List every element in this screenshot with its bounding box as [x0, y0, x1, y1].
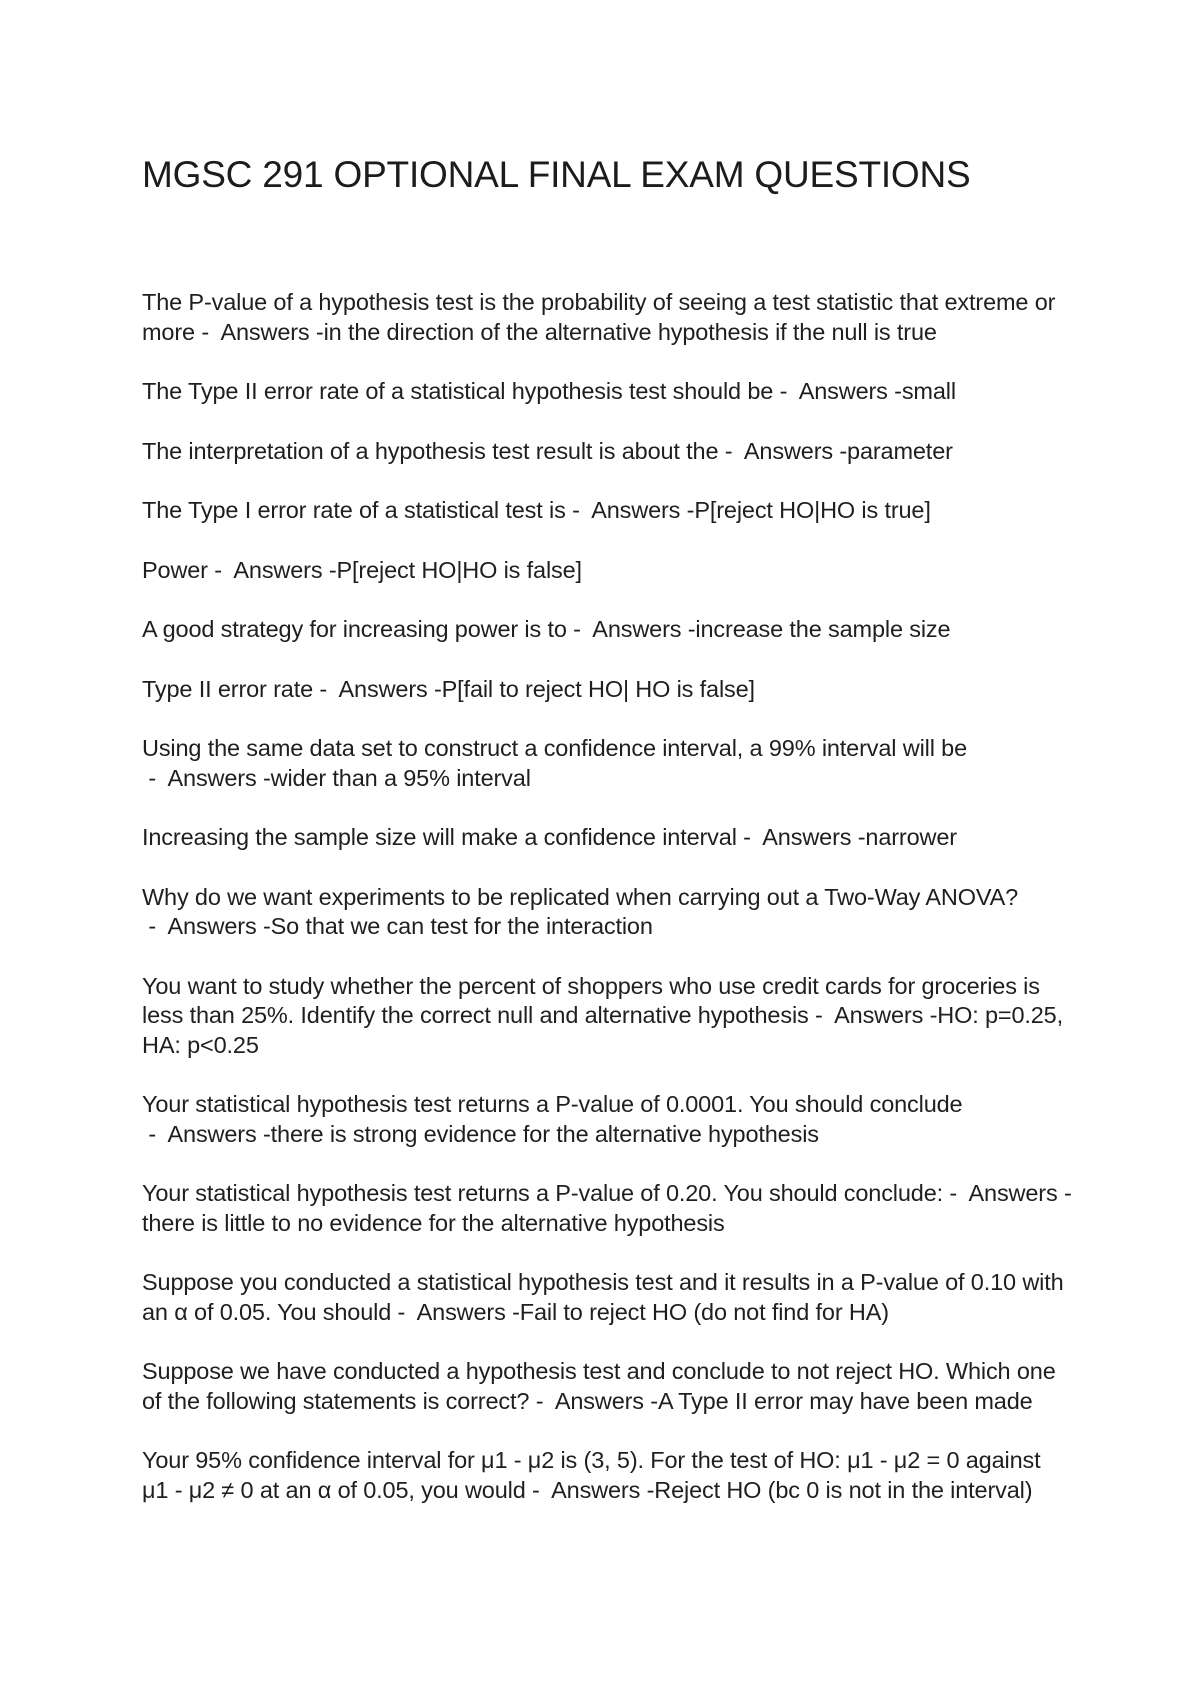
question-item: [142, 1357, 1072, 1416]
question-text: Suppose you conducted a statistical hypothesis test and it results in a P-value of 0.10 with an α of 0.05. You should: [142, 1269, 1064, 1325]
question-text: Using the same data set to construct a confidence interval, a 99% interval will be: [142, 735, 968, 761]
question-text: You want to study whether the percent of shoppers who use credit cards for groceries is less than 25%. Identify the correct null and alternative hypothesis: [142, 972, 1040, 1028]
question-text: The Type II error rate of a statistical hypothesis test should be: [142, 378, 774, 404]
answer-text: in the direction of the alternative hypothesis if the null is true: [323, 318, 937, 345]
answer-text: P[fail to reject HO| HO is false]: [441, 675, 755, 702]
question-item: [142, 823, 1072, 853]
answer-text: parameter: [847, 437, 953, 464]
question-list: [142, 288, 1072, 1535]
answer-separator: - Answers -: [313, 675, 442, 702]
question-item: [142, 1446, 1072, 1505]
answer-separator: - Answers -: [142, 764, 271, 791]
question-item: [142, 972, 1072, 1061]
question-item: [142, 734, 1072, 793]
answer-separator: - Answers -: [142, 913, 271, 939]
answer-separator: - Answers -: [566, 616, 696, 642]
answer-separator: - Answers -: [736, 824, 866, 850]
question-item: [142, 496, 1072, 526]
answer-separator: - Answers -: [525, 1476, 655, 1503]
answer-separator: - Answers -: [773, 378, 902, 404]
question-text: The Type I error rate of a statistical test is: [142, 497, 566, 523]
question-text: Increasing the sample size will make a confidence interval: [142, 824, 737, 850]
answer-separator: - Answers -: [391, 1298, 520, 1325]
answer-text: A Type II error may have been made: [657, 1387, 1033, 1414]
answer-separator: - Answers -: [529, 1387, 658, 1414]
question-item: [142, 1090, 1072, 1149]
question-item: [142, 288, 1072, 347]
answer-text: HO: p=0.25, HA: p<0.25: [142, 1002, 1063, 1058]
question-item: [142, 883, 1072, 942]
answer-separator: - Answers -: [207, 556, 337, 583]
answer-separator: - Answers -: [808, 1002, 938, 1028]
answer-text: narrower: [865, 824, 957, 850]
question-item: [142, 437, 1072, 467]
answer-text: wider than a 95% interval: [270, 764, 531, 791]
answer-text: there is little to no evidence for the alternative hypothesis: [142, 1209, 725, 1236]
answer-separator: - Answers -: [142, 1120, 271, 1147]
question-text: Type II error rate: [142, 675, 314, 702]
question-text: Your statistical hypothesis test returns a P-value of 0.0001. You should conclude: [142, 1091, 963, 1117]
question-item: [142, 1179, 1072, 1238]
question-text: The interpretation of a hypothesis test result is about the: [142, 437, 719, 464]
answer-text: small: [901, 378, 956, 404]
question-text: The P-value of a hypothesis test is the probability of seeing a test statistic that extreme or more: [142, 289, 1056, 345]
answer-text: So that we can test for the interaction: [270, 913, 653, 939]
answer-separator: - Answers -: [565, 497, 695, 523]
question-item: [142, 615, 1072, 645]
answer-separator: - Answers -: [194, 318, 324, 345]
answer-text: P[reject HO|HO is true]: [694, 497, 931, 523]
question-text: Suppose we have conducted a hypothesis test and conclude to not reject HO. Which one of the following statements is correct?: [142, 1358, 1056, 1414]
answer-separator: - Answers -: [943, 1180, 1072, 1206]
question-item: [142, 556, 1072, 586]
question-text: A good strategy for increasing power is to: [142, 616, 567, 642]
answer-text: Reject HO (bc 0 is not in the interval): [654, 1476, 1033, 1503]
page-title: MGSC 291 OPTIONAL FINAL EXAM QUESTIONS: [142, 154, 971, 195]
question-text: Your statistical hypothesis test returns a P-value of 0.20. You should conclude:: [142, 1180, 943, 1206]
question-item: [142, 1268, 1072, 1327]
answer-text: increase the sample size: [695, 616, 951, 642]
answer-separator: - Answers -: [718, 437, 848, 464]
answer-text: Fail to reject HO (do not find for HA): [519, 1298, 889, 1325]
answer-text: P[reject HO|HO is false]: [336, 556, 582, 583]
question-text: Power: [142, 556, 208, 583]
question-text: Your 95% confidence interval for μ1 - μ2 is (3, 5). For the test of HO: μ1 - μ2 = 0 against μ1 - μ2 ≠ 0 at an α of 0.05, you would: [142, 1447, 1041, 1503]
question-text: Why do we want experiments to be replicated when carrying out a Two-Way ANOVA?: [142, 883, 1019, 910]
answer-text: there is strong evidence for the alternative hypothesis: [270, 1120, 819, 1147]
question-item: [142, 675, 1072, 705]
question-item: [142, 377, 1072, 407]
